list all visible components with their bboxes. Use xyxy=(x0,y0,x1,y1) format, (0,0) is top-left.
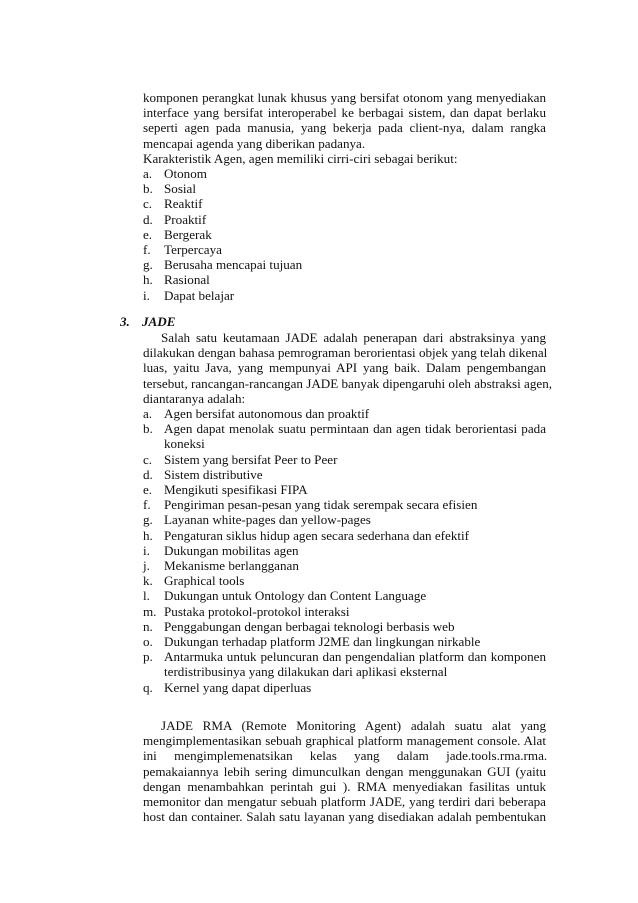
list-item-text: Pengiriman pesan-pesan yang tidak serempak secara efisien xyxy=(164,497,478,513)
list-item-text: Reaktif xyxy=(164,196,203,212)
list-item xyxy=(143,482,546,497)
list-item-text: Kernel yang dapat diperluas xyxy=(164,679,312,695)
list-marker: i. xyxy=(143,542,150,558)
list-marker: h. xyxy=(143,527,153,543)
jade-feature-list xyxy=(143,406,546,695)
jade-paragraph-line: tersebut, rancangan-rancangan JADE banyak dipengaruhi oleh abstraksi agen, xyxy=(143,375,553,391)
list-marker: o. xyxy=(143,634,153,650)
rma-paragraph-line: pemakaiannya lebih sering dimunculkan dengan menggunakan GUI (yaitu xyxy=(143,763,546,779)
jade-paragraph-line: dilakukan dengan bahasa pemrograman berorientasi objek yang telah dikenal xyxy=(143,345,548,361)
list-item xyxy=(143,680,546,695)
list-item xyxy=(143,227,546,242)
list-marker: f. xyxy=(143,497,151,513)
list-item-text: Sistem distributive xyxy=(164,466,263,482)
intro-line: interface yang bersifat interoperabel ke berbagai sistem, dan dapat berlaku xyxy=(143,105,546,121)
list-item xyxy=(143,619,546,634)
list-marker: h. xyxy=(143,272,153,288)
list-marker: p. xyxy=(143,649,153,665)
list-marker: a. xyxy=(143,166,153,181)
list-marker: e. xyxy=(143,226,153,242)
karakteristik-heading: Karakteristik Agen, agen memiliki cirri-ciri sebagai berikut: xyxy=(143,150,458,166)
list-item-text: terdistribusinya yang dilakukan dari aplikasi eksternal xyxy=(164,664,448,680)
list-marker: d. xyxy=(143,211,153,227)
list-marker: e. xyxy=(143,482,153,498)
list-item xyxy=(143,573,546,588)
rma-paragraph-line: mengimplementasikan sebuah graphical platform management console. Alat xyxy=(143,733,546,749)
list-item xyxy=(143,196,546,211)
list-item xyxy=(143,634,546,649)
jade-paragraph xyxy=(143,330,553,406)
list-item-text: Otonom xyxy=(164,166,207,181)
list-item xyxy=(143,166,546,181)
list-item-text: Penggabungan dengan berbagai teknologi berbasis web xyxy=(164,618,455,634)
list-item-text: Agen dapat menolak suatu permintaan dan agen tidak berorientasi pada xyxy=(164,421,546,437)
list-item-text: koneksi xyxy=(164,436,205,452)
list-item-text: Dukungan terhadap platform J2ME dan lingkungan nirkable xyxy=(164,634,481,650)
list-item-text: Mengikuti spesifikasi FIPA xyxy=(164,482,308,498)
list-item xyxy=(143,242,546,257)
list-item xyxy=(143,406,546,421)
list-item-text: Antarmuka untuk peluncuran dan pengendalian platform dan komponen xyxy=(164,649,546,665)
list-item xyxy=(143,497,546,512)
list-item xyxy=(143,257,546,272)
rma-paragraph-line: dengan menambahkan perintah gui ). RMA menyediakan fasilitas untuk xyxy=(143,778,546,794)
intro-line: seperti agen pada manusia, yang bekerja pada client-nya, dalam rangka xyxy=(143,120,546,136)
list-marker: c. xyxy=(143,196,153,212)
list-item-text: Proaktif xyxy=(164,211,207,227)
list-marker: j. xyxy=(143,558,150,574)
rma-paragraph-line: JADE RMA (Remote Monitoring Agent) adalah suatu alat yang xyxy=(161,718,546,733)
list-marker: f. xyxy=(143,242,151,258)
karakteristik-list xyxy=(143,166,546,303)
list-item-text: Agen bersifat autonomous dan proaktif xyxy=(164,406,370,421)
list-marker: b. xyxy=(143,181,153,197)
section-title: JADE xyxy=(142,314,176,329)
intro-line: komponen perangkat lunak khusus yang bersifat otonom yang menyediakan xyxy=(143,90,546,105)
list-marker: m. xyxy=(143,603,157,619)
list-marker: c. xyxy=(143,451,153,467)
list-item xyxy=(143,272,546,287)
list-marker: l. xyxy=(143,588,150,604)
list-item-text: Terpercaya xyxy=(164,242,222,258)
list-item-text: Dukungan mobilitas agen xyxy=(164,542,299,558)
list-item xyxy=(143,543,546,558)
list-marker: a. xyxy=(143,406,153,421)
list-item xyxy=(143,421,546,451)
list-marker: q. xyxy=(143,679,153,695)
list-item xyxy=(143,181,546,196)
list-item xyxy=(143,588,546,603)
rma-paragraph-line: memonitor dan mengatur sebuah platform JADE, yang terdiri dari beberapa xyxy=(143,794,546,810)
jade-paragraph-line: Salah satu keutamaan JADE adalah penerapan dari abstraksinya yang xyxy=(161,330,546,345)
list-marker: b. xyxy=(143,421,153,437)
rma-paragraph-line: ini mengimplemenatsikan kelas yang dalam jade.tools.rma.rma. xyxy=(143,748,548,764)
list-item-text: Rasional xyxy=(164,272,210,288)
list-item xyxy=(143,452,546,467)
list-marker: k. xyxy=(143,573,153,589)
list-marker: n. xyxy=(143,618,153,634)
list-item-text: Layanan white-pages dan yellow-pages xyxy=(164,512,371,528)
list-item-text: Sistem yang bersifat Peer to Peer xyxy=(164,451,338,467)
intro-paragraph xyxy=(143,90,546,166)
jade-paragraph-line: luas, yaitu Java, yang mempunyai API yang baik. Dalam pengembangan xyxy=(143,360,546,376)
rma-paragraph xyxy=(143,718,546,824)
list-marker: d. xyxy=(143,466,153,482)
list-item-text: Mekanisme berlangganan xyxy=(164,558,299,574)
rma-paragraph-line: host dan container. Salah satu layanan yang disediakan adalah pembentukan xyxy=(143,809,546,825)
list-item-text: Pustaka protokol-protokol interaksi xyxy=(164,603,350,619)
list-marker: g. xyxy=(143,512,153,528)
list-item xyxy=(143,467,546,482)
section-heading xyxy=(120,314,175,329)
jade-paragraph-line: diantaranya adalah: xyxy=(143,390,246,406)
list-item xyxy=(143,212,546,227)
list-item-text: Berusaha mencapai tujuan xyxy=(164,257,303,273)
list-item-text: Dapat belajar xyxy=(164,287,235,303)
list-item xyxy=(143,558,546,573)
section-number: 3. xyxy=(120,314,130,329)
list-item xyxy=(143,288,546,303)
list-item-text: Dukungan untuk Ontology dan Content Language xyxy=(164,588,427,604)
intro-line: mencapai agenda yang diberikan padanya. xyxy=(143,135,366,151)
list-item xyxy=(143,512,546,527)
list-item-text: Pengaturan siklus hidup agen secara sederhana dan efektif xyxy=(164,527,470,543)
list-item xyxy=(143,528,546,543)
list-item xyxy=(143,604,546,619)
list-item-text: Bergerak xyxy=(164,226,212,242)
list-item-text: Sosial xyxy=(164,181,197,197)
list-marker: g. xyxy=(143,257,153,273)
list-item xyxy=(143,649,546,679)
list-item-text: Graphical tools xyxy=(164,573,245,589)
list-marker: i. xyxy=(143,287,150,303)
